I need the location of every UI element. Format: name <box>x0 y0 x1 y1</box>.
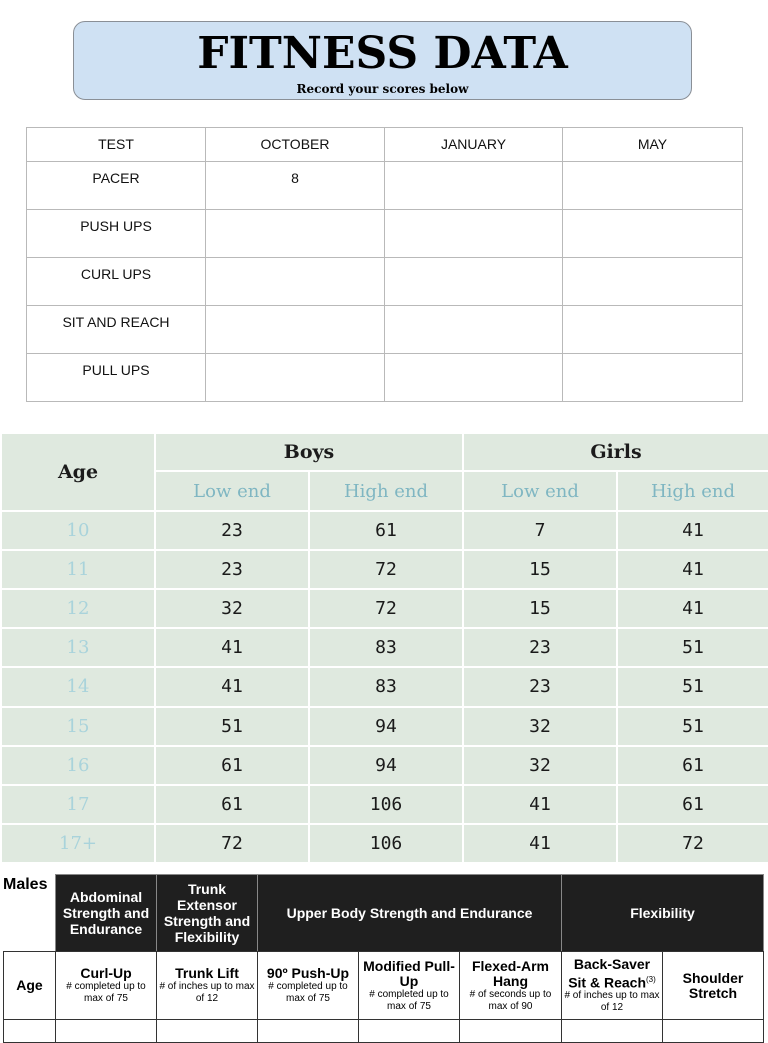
table-row <box>4 1020 764 1043</box>
girls-high-cell: 41 <box>617 589 768 628</box>
boys-high-cell: 106 <box>309 785 463 824</box>
males-label: Males <box>3 876 48 893</box>
score-cell-january[interactable] <box>385 258 563 306</box>
test-note: # completed up to max of 75 <box>268 981 348 1004</box>
data-cell <box>258 1020 359 1043</box>
score-cell-october[interactable] <box>206 354 385 402</box>
pacer-age-header: Age <box>1 433 155 511</box>
test-note: # of seconds up to max of 90 <box>469 988 552 1012</box>
pacer-group-row <box>1 433 768 471</box>
score-cell-january[interactable] <box>385 210 563 258</box>
test-note: # completed up to max of 75 <box>369 988 449 1012</box>
test-name-cell: PACER <box>27 162 206 210</box>
pacer-reference-table <box>0 432 768 864</box>
score-cell-january[interactable] <box>385 354 563 402</box>
score-cell-may[interactable] <box>563 162 743 210</box>
category-trunk-extensor: Trunk Extensor Strength and Flexibility <box>157 875 258 952</box>
col-header-test: TEST <box>27 128 206 162</box>
test-note: # of inches up to max of 12 <box>159 981 255 1004</box>
girls-low-cell: 15 <box>463 589 617 628</box>
score-cell-october[interactable]: 8 <box>206 162 385 210</box>
age-cell: 16 <box>1 746 155 785</box>
table-row <box>27 162 743 210</box>
table-row <box>1 785 768 824</box>
category-flexibility: Flexibility <box>562 875 764 952</box>
score-cell-october[interactable] <box>206 306 385 354</box>
males-category-header <box>55 874 764 952</box>
score-cell-october[interactable] <box>206 210 385 258</box>
boys-low-cell: 23 <box>155 511 309 550</box>
table-row <box>1 824 768 863</box>
males-age-header: Age <box>4 952 56 1020</box>
score-cell-may[interactable] <box>563 210 743 258</box>
girls-low-cell: 7 <box>463 511 617 550</box>
boys-low-cell: 41 <box>155 628 309 667</box>
table-row <box>27 306 743 354</box>
score-cell-january[interactable] <box>385 162 563 210</box>
table-row <box>27 258 743 306</box>
table-row <box>1 746 768 785</box>
boys-high-cell: 72 <box>309 589 463 628</box>
age-cell: 17+ <box>1 824 155 863</box>
category-upper-body: Upper Body Strength and Endurance <box>258 875 562 952</box>
boys-low-cell: 61 <box>155 785 309 824</box>
data-cell <box>56 1020 157 1043</box>
score-cell-may[interactable] <box>563 306 743 354</box>
test-curl-up <box>56 952 157 1020</box>
girls-high-cell: 41 <box>617 511 768 550</box>
test-name: Back-Saver Sit & Reach <box>568 955 651 991</box>
pacer-girls-header: Girls <box>463 433 768 471</box>
col-header-january: JANUARY <box>385 128 563 162</box>
score-cell-may[interactable] <box>563 258 743 306</box>
boys-low-cell: 32 <box>155 589 309 628</box>
test-sit-and-reach <box>562 952 663 1020</box>
boys-high-cell: 83 <box>309 628 463 667</box>
boys-low-cell: 51 <box>155 707 309 746</box>
girls-low-cell: 23 <box>463 667 617 706</box>
test-name: Flexed-Arm Hang <box>471 957 550 989</box>
score-cell-january[interactable] <box>385 306 563 354</box>
age-cell: 11 <box>1 550 155 589</box>
males-test-table <box>3 951 764 1043</box>
table-row <box>1 589 768 628</box>
pacer-boys-header: Boys <box>155 433 463 471</box>
boys-low-cell: 23 <box>155 550 309 589</box>
table-row <box>27 210 743 258</box>
data-cell <box>4 1020 56 1043</box>
girls-high-cell: 51 <box>617 707 768 746</box>
col-header-may: MAY <box>563 128 743 162</box>
test-name: Trunk Lift <box>175 965 239 981</box>
girls-low-cell: 41 <box>463 785 617 824</box>
test-name-cell: PULL UPS <box>27 354 206 402</box>
data-cell <box>663 1020 764 1043</box>
girls-high-cell: 61 <box>617 746 768 785</box>
girls-low-cell: 23 <box>463 628 617 667</box>
girls-low-cell: 15 <box>463 550 617 589</box>
page-subtitle: Record your scores below <box>296 82 469 96</box>
col-header-october: OCTOBER <box>206 128 385 162</box>
boys-low-cell: 61 <box>155 746 309 785</box>
test-flexed-arm-hang <box>460 952 562 1020</box>
test-name: 90º Push-Up <box>266 965 350 981</box>
girls-high-header: High end <box>617 471 768 511</box>
table-row <box>27 354 743 402</box>
girls-high-cell: 61 <box>617 785 768 824</box>
test-name: Modified Pull-Up <box>363 957 455 989</box>
age-cell: 10 <box>1 511 155 550</box>
category-row <box>56 875 764 952</box>
boys-low-header: Low end <box>155 471 309 511</box>
table-row <box>1 667 768 706</box>
age-cell: 13 <box>1 628 155 667</box>
girls-high-cell: 51 <box>617 628 768 667</box>
table-row <box>1 511 768 550</box>
test-header-row <box>4 952 764 1020</box>
test-name-cell: CURL UPS <box>27 258 206 306</box>
score-cell-october[interactable] <box>206 258 385 306</box>
table-row <box>1 628 768 667</box>
test-name: Shoulder Stretch <box>682 969 744 1001</box>
title-banner <box>73 21 692 100</box>
girls-high-cell: 41 <box>617 550 768 589</box>
data-cell <box>460 1020 562 1043</box>
test-shoulder-stretch <box>663 952 764 1020</box>
boys-high-cell: 61 <box>309 511 463 550</box>
boys-high-cell: 94 <box>309 707 463 746</box>
boys-high-cell: 83 <box>309 667 463 706</box>
category-abdominal: Abdominal Strength and Endurance <box>56 875 157 952</box>
test-note: # of inches up to max of 12 <box>564 990 660 1014</box>
age-cell: 14 <box>1 667 155 706</box>
age-cell: 17 <box>1 785 155 824</box>
test-push-up <box>258 952 359 1020</box>
boys-low-cell: 72 <box>155 824 309 863</box>
boys-low-cell: 41 <box>155 667 309 706</box>
table-row <box>1 550 768 589</box>
girls-low-cell: 32 <box>463 707 617 746</box>
boys-high-header: High end <box>309 471 463 511</box>
score-record-table <box>26 127 743 402</box>
girls-low-cell: 32 <box>463 746 617 785</box>
test-footnote: (3) <box>646 974 656 984</box>
boys-high-cell: 94 <box>309 746 463 785</box>
girls-low-header: Low end <box>463 471 617 511</box>
test-name-cell: PUSH UPS <box>27 210 206 258</box>
data-cell <box>157 1020 258 1043</box>
table-row <box>1 707 768 746</box>
test-name: Curl-Up <box>80 965 132 981</box>
test-trunk-lift <box>157 952 258 1020</box>
page-title: FITNESS DATA <box>197 28 568 79</box>
boys-high-cell: 72 <box>309 550 463 589</box>
girls-high-cell: 72 <box>617 824 768 863</box>
data-cell <box>562 1020 663 1043</box>
record-header-row <box>27 128 743 162</box>
boys-high-cell: 106 <box>309 824 463 863</box>
age-cell: 15 <box>1 707 155 746</box>
test-name-cell: SIT AND REACH <box>27 306 206 354</box>
score-cell-may[interactable] <box>563 354 743 402</box>
girls-high-cell: 51 <box>617 667 768 706</box>
test-modified-pull-up <box>359 952 460 1020</box>
girls-low-cell: 41 <box>463 824 617 863</box>
age-cell: 12 <box>1 589 155 628</box>
data-cell <box>359 1020 460 1043</box>
test-note: # completed up to max of 75 <box>66 981 146 1004</box>
